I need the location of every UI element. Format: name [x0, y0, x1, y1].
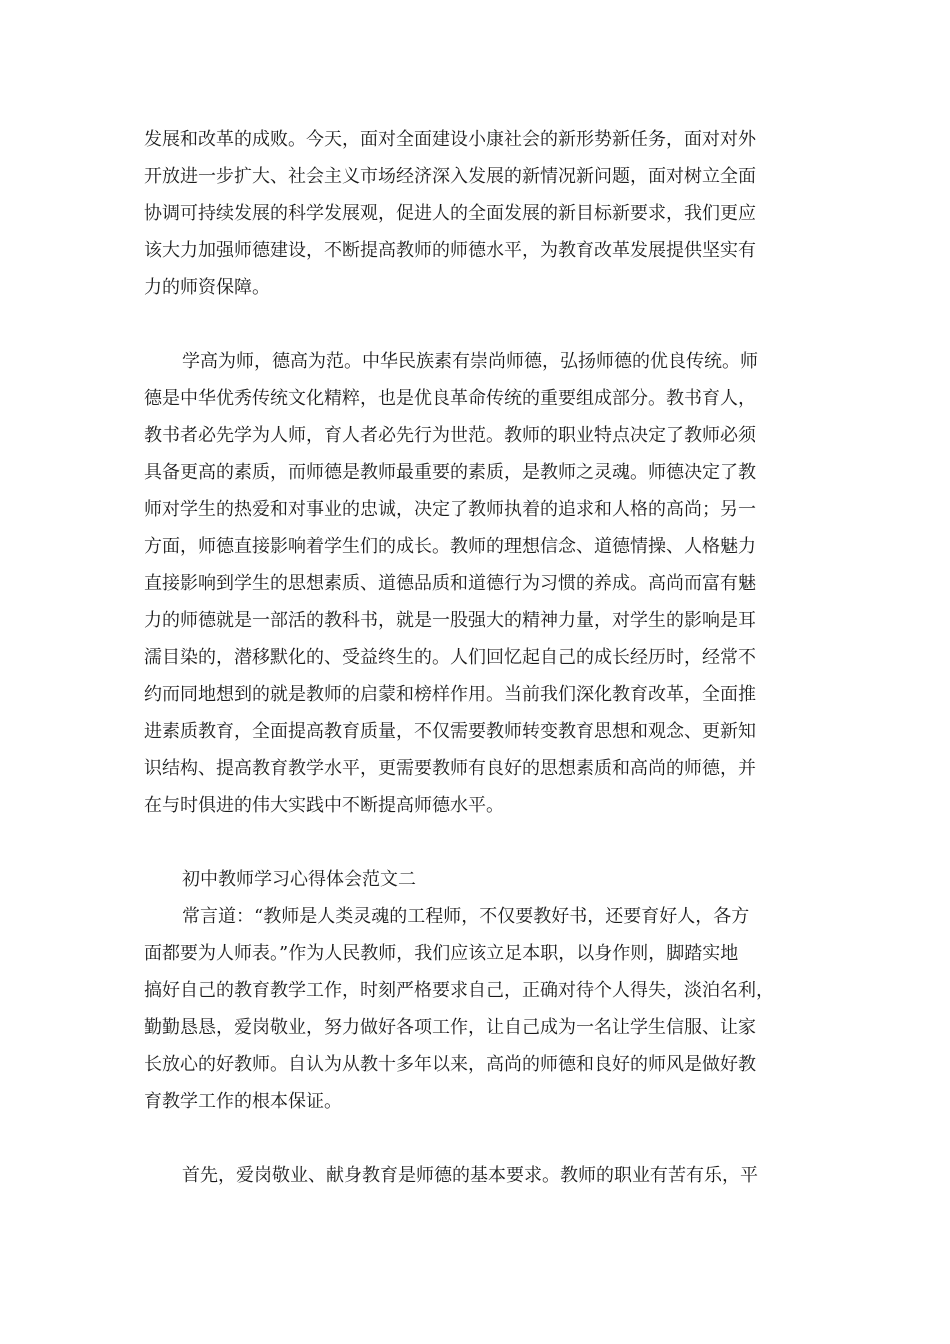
text-line: 师对学生的热爱和对事业的忠诚，决定了教师执着的追求和人格的高尚；另一	[144, 499, 756, 520]
text-line: 濡目染的，潜移默化的、受益终生的。人们回忆起自己的成长经历时，经常不	[144, 647, 756, 668]
text-line: 进素质教育，全面提高教育质量，不仅需要教师转变教育思想和观念、更新知	[144, 721, 756, 742]
text-line: 搞好自己的教育教学工作，时刻严格要求自己，正确对待个人得失，淡泊名利，	[144, 980, 774, 1001]
text-line: 开放进一步扩大、社会主义市场经济深入发展的新情况新问题，面对树立全面	[144, 166, 756, 187]
text-line: 勤勤恳恳，爱岗敬业，努力做好各项工作，让自己成为一名让学生信服、让家	[144, 1017, 756, 1038]
text-line: 教书者必先学为人师，育人者必先行为世范。教师的职业特点决定了教师必须	[144, 425, 756, 446]
text-line: 力的师德就是一部活的教科书，就是一股强大的精神力量，对学生的影响是耳	[144, 610, 756, 631]
text-line: 长放心的好教师。自认为从教十多年以来，高尚的师德和良好的师风是做好教	[144, 1054, 756, 1075]
text-line: 直接影响到学生的思想素质、道德品质和道德行为习惯的养成。高尚而富有魅	[144, 573, 756, 594]
text-line: 识结构、提高教育教学水平，更需要教师有良好的思想素质和高尚的师德，并	[144, 758, 756, 779]
text-line: 常言道：“教师是人类灵魂的工程师，不仅要教好书，还要育好人，各方	[182, 906, 750, 927]
text-line: 首先，爱岗敬业、献身教育是师德的基本要求。教师的职业有苦有乐，平	[182, 1165, 758, 1186]
text-line: 方面，师德直接影响着学生们的成长。教师的理想信念、道德情操、人格魅力	[144, 536, 756, 557]
text-line: 在与时俱进的伟大实践中不断提高师德水平。	[144, 795, 504, 816]
text-line: 该大力加强师德建设，不断提高教师的师德水平，为教育改革发展提供坚实有	[144, 240, 756, 261]
section-heading: 初中教师学习心得体会范文二	[182, 869, 416, 890]
text-line: 约而同地想到的就是教师的启蒙和榜样作用。当前我们深化教育改革，全面推	[144, 684, 756, 705]
text-line: 力的师资保障。	[144, 277, 270, 298]
text-line: 育教学工作的根本保证。	[144, 1091, 342, 1112]
text-line: 德是中华优秀传统文化精粹，也是优良革命传统的重要组成部分。教书育人，	[144, 388, 756, 409]
text-line: 发展和改革的成败。今天，面对全面建设小康社会的新形势新任务，面对对外	[144, 129, 756, 150]
text-line: 面都要为人师表。”作为人民教师，我们应该立足本职，以身作则，脚踏实地	[144, 943, 739, 964]
text-line: 学高为师，德高为范。中华民族素有崇尚师德，弘扬师德的优良传统。师	[182, 351, 758, 372]
text-line: 协调可持续发展的科学发展观，促进人的全面发展的新目标新要求，我们更应	[144, 203, 756, 224]
text-line: 具备更高的素质，而师德是教师最重要的素质，是教师之灵魂。师德决定了教	[144, 462, 756, 483]
